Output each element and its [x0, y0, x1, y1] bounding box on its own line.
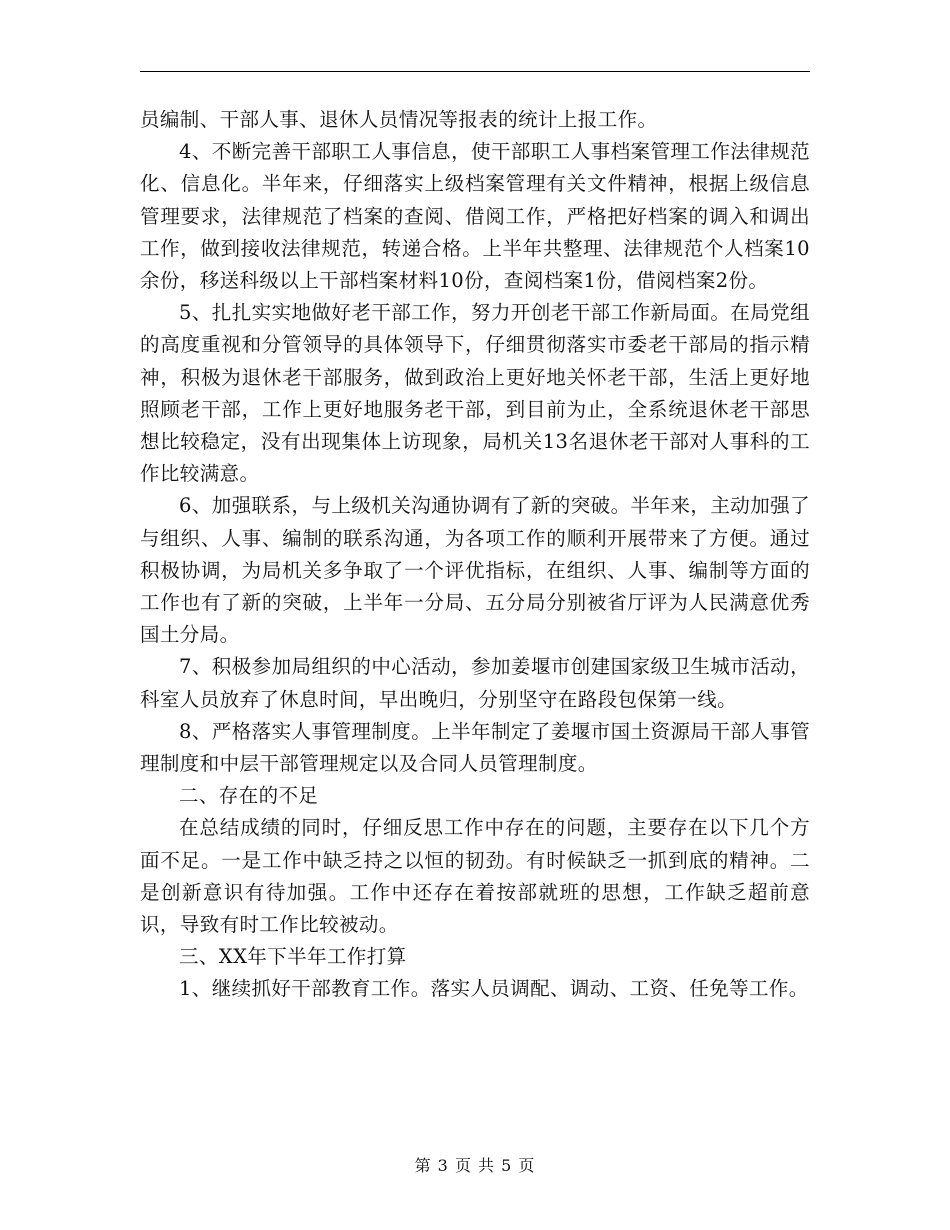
- document-body: [140, 104, 810, 1006]
- paragraph-4: 6、加强联系，与上级机关沟通协调有了新的突破。半年来，主动加强了与组织、人事、编制的联系沟通，为各项工作的顺利开展带来了方便。通过积极协调，为局机关多争取了一个评优指标，在组织、人事、编制等方面的工作也有了新的突破，上半年一分局、五分局分别被省厅评为人民满意优秀国土分局。: [140, 494, 810, 647]
- paragraph-8: 1、继续抓好干部教育工作。落实人员调配、调动、工资、任免等工作。: [179, 977, 809, 1001]
- header-rule: [140, 71, 810, 72]
- page-number: 第 3 页 共 5 页: [414, 1156, 536, 1175]
- section-heading-plan: 三、XX年下半年工作打算: [179, 945, 407, 969]
- paragraph-5: 7、积极参加局组织的中心活动，参加姜堰市创建国家级卫生城市活动，科室人员放弃了休息时间，早出晚归，分别坚守在路段包保第一线。: [140, 655, 810, 711]
- paragraph-1: 员编制、干部人事、退休人员情况等报表的统计上报工作。: [140, 108, 658, 131]
- paragraph-6: 8、严格落实人事管理制度。上半年制定了姜堰市国土资源局干部人事管理制度和中层干部管理规定以及合同人员管理制度。: [140, 719, 810, 776]
- paragraph-7: 在总结成绩的同时，仔细反思工作中存在的问题，主要存在以下几个方面不足。一是工作中缺乏持之以恒的韧劲。有时候缺乏一抓到底的精神。二是创新意识有待加强。工作中还存在着按部就班的思想，工作缺乏超前意识，导致有时工作比较被动。: [140, 816, 810, 937]
- paragraph-2: 4、不断完善干部职工人事信息，使干部职工人事档案管理工作法律规范化、信息化。半年来，仔细落实上级档案管理有关文件精神，根据上级信息管理要求，法律规范了档案的查阅、借阅工作，严格把好档案的调入和调出工作，做到接收法律规范，转递合格。上半年共整理、法律规范个人档案10余份，移送科级以上干部档案材料10份，查阅档案1份，借阅档案2份。: [140, 140, 810, 293]
- section-heading-shortcomings: 二、存在的不足: [179, 784, 319, 808]
- paragraph-3: 5、扎扎实实地做好老干部工作，努力开创老干部工作新局面。在局党组的高度重视和分管领导的具体领导下，仔细贯彻落实市委老干部局的指示精神，积极为退休老干部服务，做到政治上更好地关怀老干部，生活上更好地照顾老干部，工作上更好地服务老干部，到目前为止，全系统退休老干部思想比较稳定，没有出现集体上访现象，局机关13名退休老干部对人事科的工作比较满意。: [140, 301, 810, 486]
